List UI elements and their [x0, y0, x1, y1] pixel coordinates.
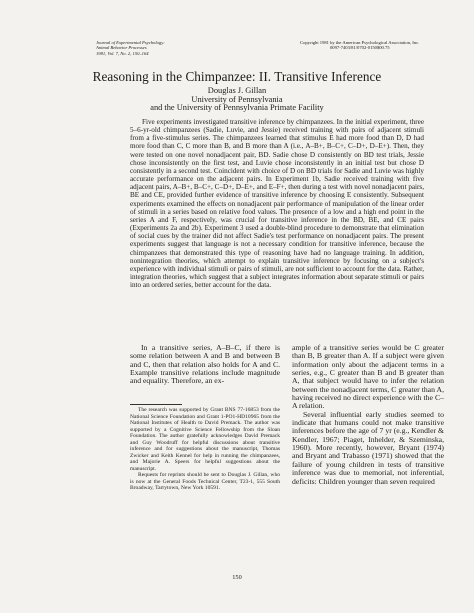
body-column-right [292, 344, 444, 486]
journal-section-line: Animal Behavior Processes [96, 45, 147, 51]
body-paragraph: Several influential early studies seemed to indicate that humans could not make transitive inferences before the age of 7 yr (e.g., Kendler & Kendler, 1967; Piaget, Inhelder, & Szeminska, 1960). More recently, however, Bryant (1974) and Bryant and Trabasso (1971) showed that the failure of young children in tests of transitive inference was due to memorial, not inferential, deficits: Children younger than seven required [292, 409, 444, 486]
copyright-notice [300, 40, 450, 51]
author-affiliation-2: and the University of Pennsylvania Primate Facility [150, 103, 324, 113]
article-title: Reasoning in the Chimpanzee: II. Transitive Inference [92, 69, 382, 84]
journal-volume-line: 1981, Vol. 7, No. 2, 150–164 [96, 50, 149, 56]
author-name: Douglas J. Gillan [207, 86, 267, 95]
abstract: Five experiments investigated transitive inference by chimpanzees. In the initial experiment, three 5–6-yr-old chimpanzees (Sadie, Luvie, and Jessie) received training with pairs of adjacent stimuli from a five-stimulus series. The chimpanzees learned that stimulus E had more food than D, D had more food than C, C more than B, and B more than A (i.e., A–B+, B–C+, C–D+, D–E+). Then, they were tested on one novel nonadjacent pair, BD. Sadie chose D consistently on BD test trials, Jessie chose inconsistently on the first test, and Luvie chose inconsistently in an initial test but chose D consistently in a second test. Coincident with choice of D on BD trials for Sadie and Luvie was highly accurate performance on the adjacent pairs. In Experiment 1b, Sadie received training with five adjacent pairs, A–B+, B–C+, C–D+, D–E+, and E–F+, then during a test with novel nonadjacent pairs, BE and CE, provided further evidence of transitive inference by choosing E consistently. Subsequent experiments examined the effects on nonadjacent pair performance of manipulation of the linear order of stimuli in a series based on relative food values. The presence of a low and a high end point in the series A and F, respectively, was crucial for transitive inference in the BD, BE, and CE pairs (Experiments 2a and 2b). Experiment 3 used a double-blind procedure to demonstrate that elimination of social cues by the trainer did not affect Sadie's test performance on nonadjacent pairs. The present experiments suggest that language is not a necessary condition for transitive inference, because the chimpanzees that demonstrated this type of reasoning have had no language training. In addition, nonintegration theories, which attempt to explain transitive inference by focusing on a subject's experience with individual stimuli or pairs of stimuli, are not sufficient to account for the data. Rather, integration theories, which suggest that a subject integrates information about separate stimuli or pairs into an ordered series, better account for the data. [130, 118, 424, 290]
copyright-line: Copyright 1981 by the American Psychological Association, Inc. [300, 40, 420, 45]
article-code-line: 0097-7403/81/0702-0150$00.75 [330, 45, 390, 51]
body-paragraph: In a transitive series, A–B–C, if there is some relation between A and B and between B and C, then that relation also holds for A and C. Example transitive relations include magnitude and equality. Therefore, an ex- [130, 343, 280, 386]
footnotes [130, 407, 280, 492]
footnote-reprints: Requests for reprints should be sent to Douglas J. Gillan, who is now at the General Foods Technical Center, T23-1, 555 South Broadway, Tarrytown, New York 10591. [130, 472, 280, 491]
footnote-divider [130, 404, 182, 405]
journal-name-line: Journal of Experimental Psychology: [96, 40, 165, 45]
body-paragraph: ample of a transitive series would be C greater than B, B greater than A. If a subject were given information only about the adjacent terms in a series, e.g., C greater than B and B greater than A, that subject would have to infer the relation between the nonadjacent terms, C greater than A, having received no direct experience with the C–A relation. [292, 343, 444, 411]
body-column-left [130, 344, 280, 386]
footnote-funding: The research was supported by Grant BNS 77-16853 from the National Science Foundation and Grant 1-PO1-HD10965 from the National Institutes of Health to David Premack. The author was supported by a Cognitive Science Fellowship from the Sloan Foundation. The author gratefully acknowledges David Premack and Guy Woodruff for helpful discussions about transitive inference and for suggestions about the manuscript, Thomas Zwicker and Keith Kennel for help in running the chimpanzees, and Majorie A. Speers for helpful suggestions about the manuscript. [130, 407, 280, 472]
author-affiliation-1: University of Pennsylvania [191, 94, 283, 104]
journal-citation [96, 40, 256, 56]
page-number: 150 [232, 574, 242, 581]
author-block [0, 87, 474, 113]
